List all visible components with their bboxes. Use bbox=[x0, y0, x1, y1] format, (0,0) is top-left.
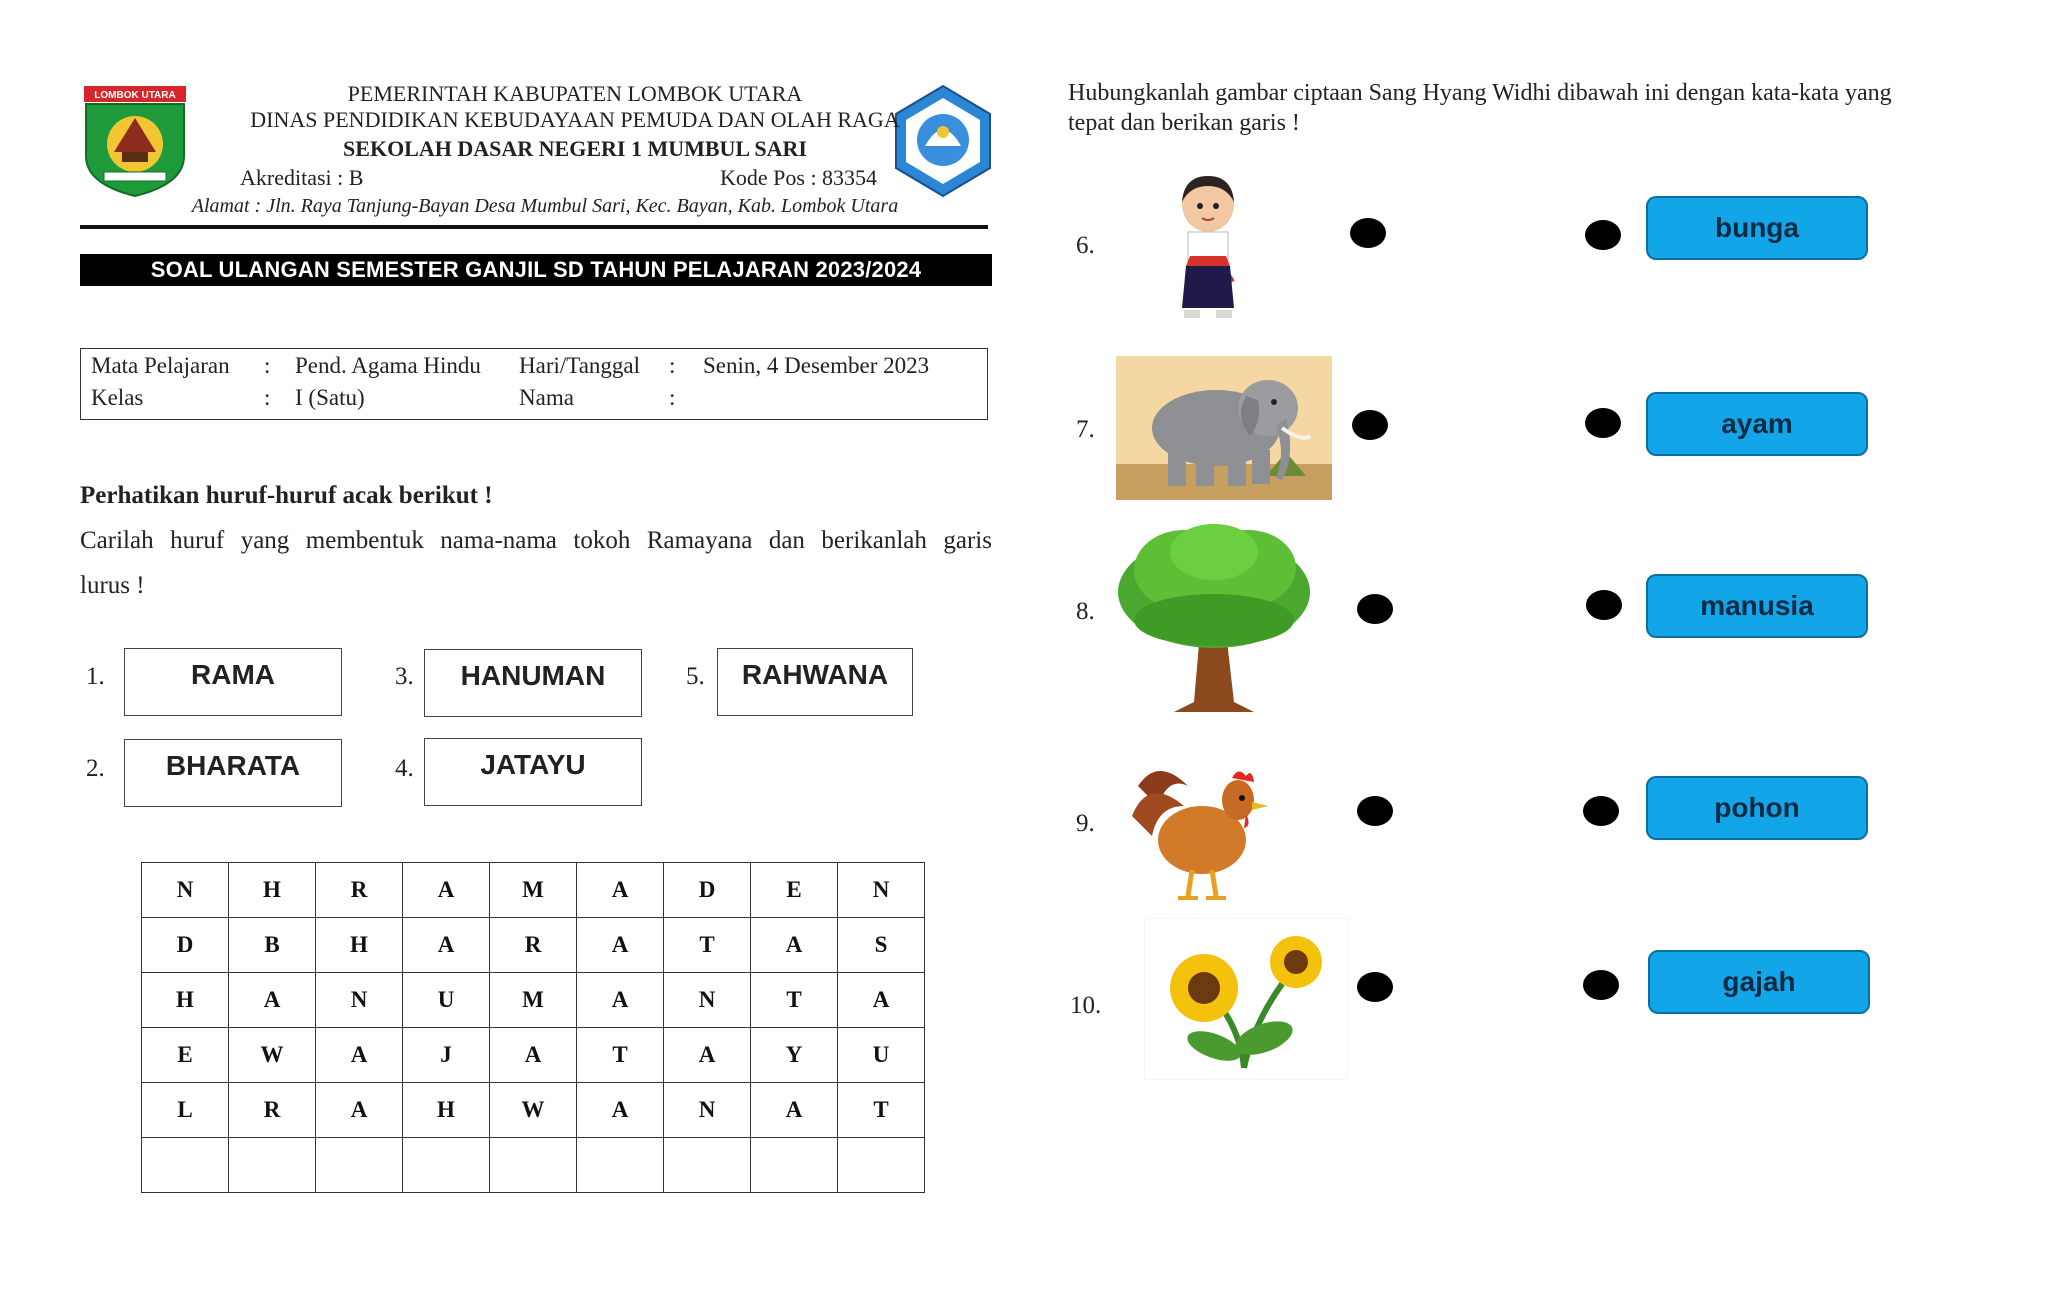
match-dot-right[interactable] bbox=[1586, 590, 1622, 620]
match-dot-right[interactable] bbox=[1585, 220, 1621, 250]
grid-cell[interactable]: W bbox=[490, 1083, 577, 1138]
grid-cell[interactable]: N bbox=[316, 973, 403, 1028]
item-number: 10. bbox=[1070, 992, 1102, 1019]
alamat: Alamat : Jln. Raya Tanjung-Bayan Desa Mumbul Sari, Kec. Bayan, Kab. Lombok Utara bbox=[191, 195, 899, 217]
hari-colon: : bbox=[669, 353, 676, 378]
section2-instruction-line2: tepat dan berikan garis ! bbox=[1068, 110, 1300, 136]
grid-cell[interactable]: A bbox=[316, 1083, 403, 1138]
akreditasi: Akreditasi : B bbox=[240, 165, 364, 190]
grid-cell[interactable]: A bbox=[316, 1028, 403, 1083]
grid-cell[interactable]: D bbox=[142, 918, 229, 973]
word-number: 4. bbox=[395, 755, 414, 782]
answer-box-manusia: manusia bbox=[1646, 574, 1868, 638]
kelas-colon: : bbox=[264, 385, 271, 410]
match-dot-right[interactable] bbox=[1583, 796, 1619, 826]
item-number: 6. bbox=[1076, 232, 1095, 259]
grid-cell[interactable] bbox=[838, 1138, 925, 1193]
word-number: 2. bbox=[86, 755, 105, 782]
grid-row bbox=[142, 918, 925, 973]
item-number: 8. bbox=[1076, 598, 1095, 625]
grid-cell[interactable]: M bbox=[490, 863, 577, 918]
grid-cell[interactable]: J bbox=[403, 1028, 490, 1083]
grid-cell[interactable]: R bbox=[229, 1083, 316, 1138]
grid-cell[interactable]: T bbox=[664, 918, 751, 973]
grid-cell[interactable]: A bbox=[403, 918, 490, 973]
grid-cell[interactable]: A bbox=[751, 1083, 838, 1138]
grid-cell[interactable]: R bbox=[316, 863, 403, 918]
grid-cell[interactable]: R bbox=[490, 918, 577, 973]
grid-cell[interactable]: T bbox=[838, 1083, 925, 1138]
grid-cell[interactable]: A bbox=[403, 863, 490, 918]
sunflower-picture bbox=[1144, 918, 1348, 1080]
match-dot-right[interactable] bbox=[1583, 970, 1619, 1000]
match-dot-left[interactable] bbox=[1350, 218, 1386, 248]
grid-cell[interactable] bbox=[316, 1138, 403, 1193]
grid-cell[interactable]: N bbox=[664, 973, 751, 1028]
grid-cell[interactable]: U bbox=[838, 1028, 925, 1083]
grid-cell[interactable]: A bbox=[664, 1028, 751, 1083]
grid-cell[interactable]: W bbox=[229, 1028, 316, 1083]
grid-cell[interactable]: A bbox=[229, 973, 316, 1028]
hari-label: Hari/Tanggal bbox=[519, 353, 641, 378]
grid-cell[interactable] bbox=[229, 1138, 316, 1193]
tree-picture bbox=[1114, 522, 1314, 714]
grid-cell[interactable] bbox=[751, 1138, 838, 1193]
grid-cell[interactable]: A bbox=[838, 973, 925, 1028]
match-dot-left[interactable] bbox=[1357, 796, 1393, 826]
elephant-picture bbox=[1116, 356, 1332, 500]
grid-cell[interactable]: S bbox=[838, 918, 925, 973]
grid-cell[interactable]: H bbox=[142, 973, 229, 1028]
nama-colon: : bbox=[669, 385, 676, 410]
item-number: 9. bbox=[1076, 810, 1095, 837]
grid-row bbox=[142, 1028, 925, 1083]
match-dot-left[interactable] bbox=[1352, 410, 1388, 440]
header-line1: PEMERINTAH KABUPATEN LOMBOK UTARA bbox=[347, 81, 803, 106]
match-dot-left[interactable] bbox=[1357, 972, 1393, 1002]
grid-cell[interactable]: U bbox=[403, 973, 490, 1028]
nama-label: Nama bbox=[519, 385, 574, 410]
grid-cell[interactable]: T bbox=[751, 973, 838, 1028]
svg-text:LOMBOK UTARA: LOMBOK UTARA bbox=[94, 90, 176, 101]
grid-cell[interactable] bbox=[577, 1138, 664, 1193]
letter-grid bbox=[141, 862, 925, 1193]
answer-box-bunga: bunga bbox=[1646, 196, 1868, 260]
grid-cell[interactable]: H bbox=[403, 1083, 490, 1138]
word-box-rama: RAMA bbox=[124, 648, 342, 716]
word-number: 5. bbox=[686, 663, 705, 690]
answer-box-gajah: gajah bbox=[1648, 950, 1870, 1014]
section1-instruction-line2: lurus ! bbox=[80, 572, 145, 599]
word-box-bharata: BHARATA bbox=[124, 739, 342, 807]
grid-cell[interactable] bbox=[403, 1138, 490, 1193]
header-line2: DINAS PENDIDIKAN KEBUDAYAAN PEMUDA DAN OLAH RAGA bbox=[250, 107, 900, 132]
grid-cell[interactable]: L bbox=[142, 1083, 229, 1138]
grid-cell[interactable]: H bbox=[229, 863, 316, 918]
section1-instruction-line1: Carilah huruf yang membentuk nama-nama tokoh Ramayana dan berikanlah garis bbox=[80, 527, 992, 554]
grid-cell[interactable]: A bbox=[577, 1083, 664, 1138]
grid-cell[interactable] bbox=[490, 1138, 577, 1193]
header-divider bbox=[80, 225, 988, 229]
grid-cell[interactable]: E bbox=[142, 1028, 229, 1083]
grid-cell[interactable] bbox=[664, 1138, 751, 1193]
hari-value: Senin, 4 Desember 2023 bbox=[703, 353, 930, 378]
grid-row bbox=[142, 1083, 925, 1138]
grid-cell[interactable]: N bbox=[142, 863, 229, 918]
grid-cell[interactable]: M bbox=[490, 973, 577, 1028]
person-picture bbox=[1160, 174, 1256, 320]
match-dot-right[interactable] bbox=[1585, 408, 1621, 438]
word-box-rahwana: RAHWANA bbox=[717, 648, 913, 716]
grid-row bbox=[142, 863, 925, 918]
grid-cell[interactable]: H bbox=[316, 918, 403, 973]
word-number: 1. bbox=[86, 663, 105, 690]
grid-cell[interactable]: A bbox=[577, 863, 664, 918]
rooster-picture bbox=[1128, 756, 1276, 904]
student-info-box bbox=[80, 348, 988, 420]
grid-cell[interactable]: A bbox=[577, 918, 664, 973]
grid-cell[interactable]: D bbox=[664, 863, 751, 918]
grid-row bbox=[142, 1138, 925, 1193]
grid-row bbox=[142, 973, 925, 1028]
item-number: 7. bbox=[1076, 416, 1095, 443]
grid-cell[interactable]: B bbox=[229, 918, 316, 973]
answer-box-ayam: ayam bbox=[1646, 392, 1868, 456]
grid-cell[interactable]: T bbox=[577, 1028, 664, 1083]
lombok-utara-logo bbox=[82, 86, 188, 198]
word-box-hanuman: HANUMAN bbox=[424, 649, 642, 717]
word-box-jatayu: JATAYU bbox=[424, 738, 642, 806]
grid-cell[interactable]: E bbox=[751, 863, 838, 918]
grid-cell[interactable]: A bbox=[490, 1028, 577, 1083]
section1-heading: Perhatikan huruf-huruf acak berikut ! bbox=[80, 482, 493, 509]
grid-cell[interactable]: N bbox=[664, 1083, 751, 1138]
mapel-colon: : bbox=[264, 353, 271, 378]
mapel-value: Pend. Agama Hindu bbox=[295, 353, 481, 378]
school-name: SEKOLAH DASAR NEGERI 1 MUMBUL SARI bbox=[343, 136, 807, 161]
grid-cell[interactable]: A bbox=[577, 973, 664, 1028]
kelas-label: Kelas bbox=[91, 385, 144, 410]
mapel-label: Mata Pelajaran bbox=[91, 353, 230, 378]
grid-cell[interactable] bbox=[142, 1138, 229, 1193]
match-dot-left[interactable] bbox=[1357, 594, 1393, 624]
word-number: 3. bbox=[395, 663, 414, 690]
answer-box-pohon: pohon bbox=[1646, 776, 1868, 840]
grid-cell[interactable]: N bbox=[838, 863, 925, 918]
kelas-value: I (Satu) bbox=[295, 385, 365, 410]
grid-cell[interactable]: A bbox=[751, 918, 838, 973]
exam-title: SOAL ULANGAN SEMESTER GANJIL SD TAHUN PELAJARAN 2023/2024 bbox=[80, 254, 992, 286]
section2-instruction-line1: Hubungkanlah gambar ciptaan Sang Hyang Widhi dibawah ini dengan kata-kata yang bbox=[1068, 80, 1892, 106]
kode-pos: Kode Pos : 83354 bbox=[720, 165, 878, 190]
grid-cell[interactable]: Y bbox=[751, 1028, 838, 1083]
